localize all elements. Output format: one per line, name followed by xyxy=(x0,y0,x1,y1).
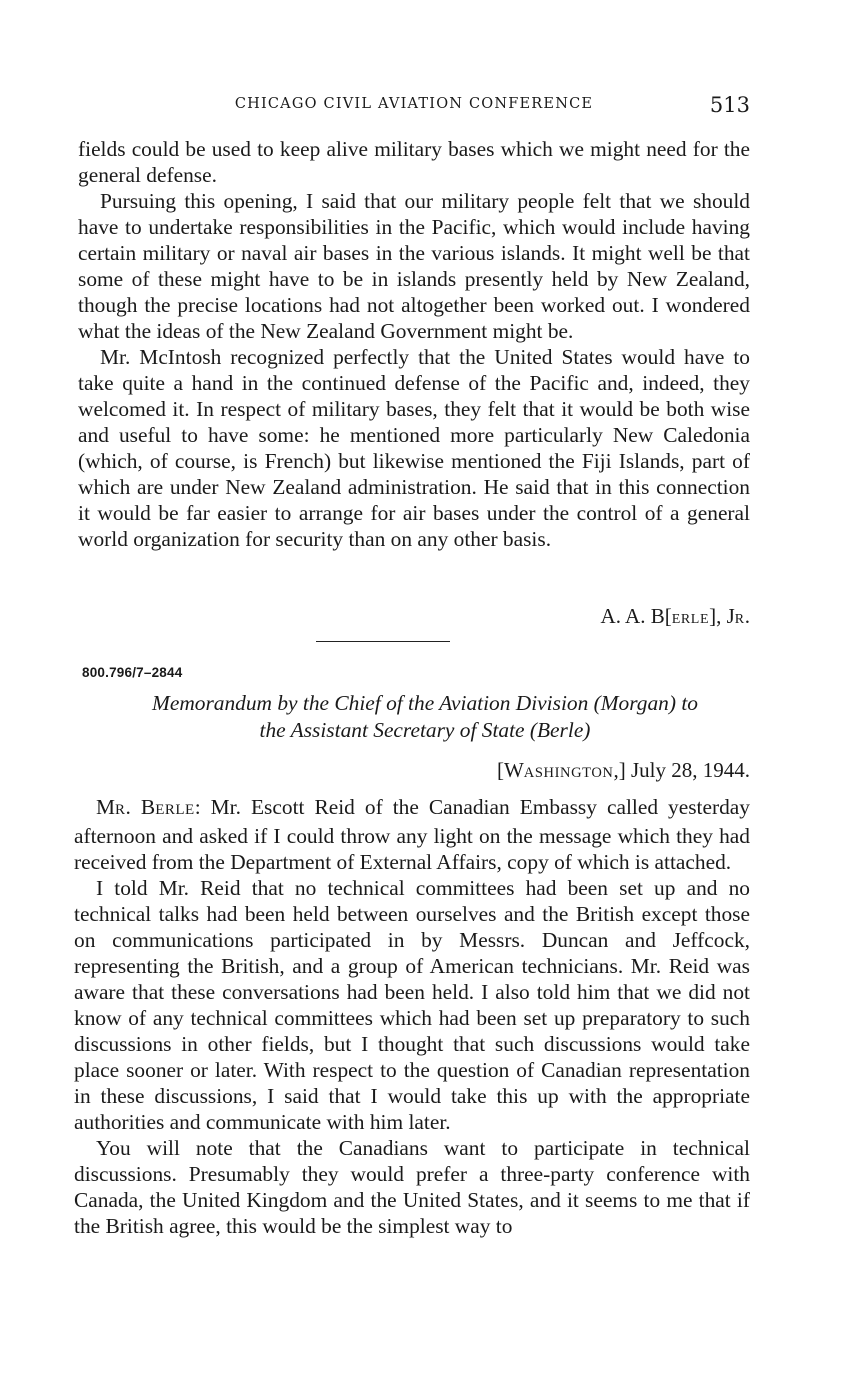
paragraph: Pursuing this opening, I said that our military people felt that we should have to undertake responsibilities in the Pacific, which would include having certain military or naval air bases in the various islands. It might well be that some of these might have to be in islands presently held by New Zealand, though the precise locations had not altogether been worked out. I wondered what the ideas of the New Zealand Government might be. xyxy=(78,189,750,343)
title-line: the Assistant Secretary of State (Berle) xyxy=(259,718,591,742)
paragraph: Mr. McIntosh recognized perfectly that the United States would have to take quite a hand in the continued defense of the Pacific and, indeed, they welcomed it. In respect of military bases, they felt that it would be both wise and useful to have some: he mentioned more particularly New Caledonia (which, of course, is French) but likewise mentioned the Fiji Islands, part of which are under New Zealand administration. He said that in this connection it would be far easier to arrange for air bases under the control of a general world organization for security than on any other basis. xyxy=(78,345,750,551)
signature: A. A. B[ERLE], JR. xyxy=(600,604,750,628)
page-header xyxy=(78,93,750,121)
paragraph: You will note that the Canadians want to participate in technical discussions. Presumably they would prefer a three-party conference with Canada, the United Kingdom and the United States, and it seems to me that if the British agree, this would be the simplest way to xyxy=(74,1136,750,1238)
title-line: Memorandum by the Chief of the Aviation Division (Morgan) to xyxy=(152,691,698,715)
paragraph: fields could be used to keep alive military bases which we might need for the general defense. xyxy=(78,137,750,187)
running-head: CHICAGO CIVIL AVIATION CONFERENCE xyxy=(234,96,594,112)
document-title xyxy=(102,690,748,744)
file-number: 800.796/7–2844 xyxy=(82,665,183,680)
dateline: [WASHINGTON,] July 28, 1944. xyxy=(496,758,750,782)
paragraph: I told Mr. Reid that no technical committees had been set up and no technical talks had been held between ourselves and the British except those on communications participated in by Messrs. Duncan and Jeffcock, representing the British, and a group of American technicians. Mr. Reid was aware that these conversations had been held. I also told him that we did not know of any technical committees which had been set up preparatory to such discussions in other fields, but I thought that such discussions would take place sooner or later. With respect to the question of Canadian representation in these discussions, I said that I would take this up with the appropriate authorities and communicate with him later. xyxy=(74,876,750,1134)
salutation: MR. BERLE: xyxy=(96,795,201,819)
page-number: 513 xyxy=(709,93,750,117)
memo-continuation-text xyxy=(78,136,750,552)
memorandum-body xyxy=(74,794,750,1239)
paragraph: MR. BERLE: Mr. Escott Reid of the Canadian Embassy called yesterday afternoon and asked if I could throw any light on the message which they had received from the Department of External Affairs, copy of which is attached. xyxy=(74,795,750,874)
section-divider xyxy=(316,641,450,642)
